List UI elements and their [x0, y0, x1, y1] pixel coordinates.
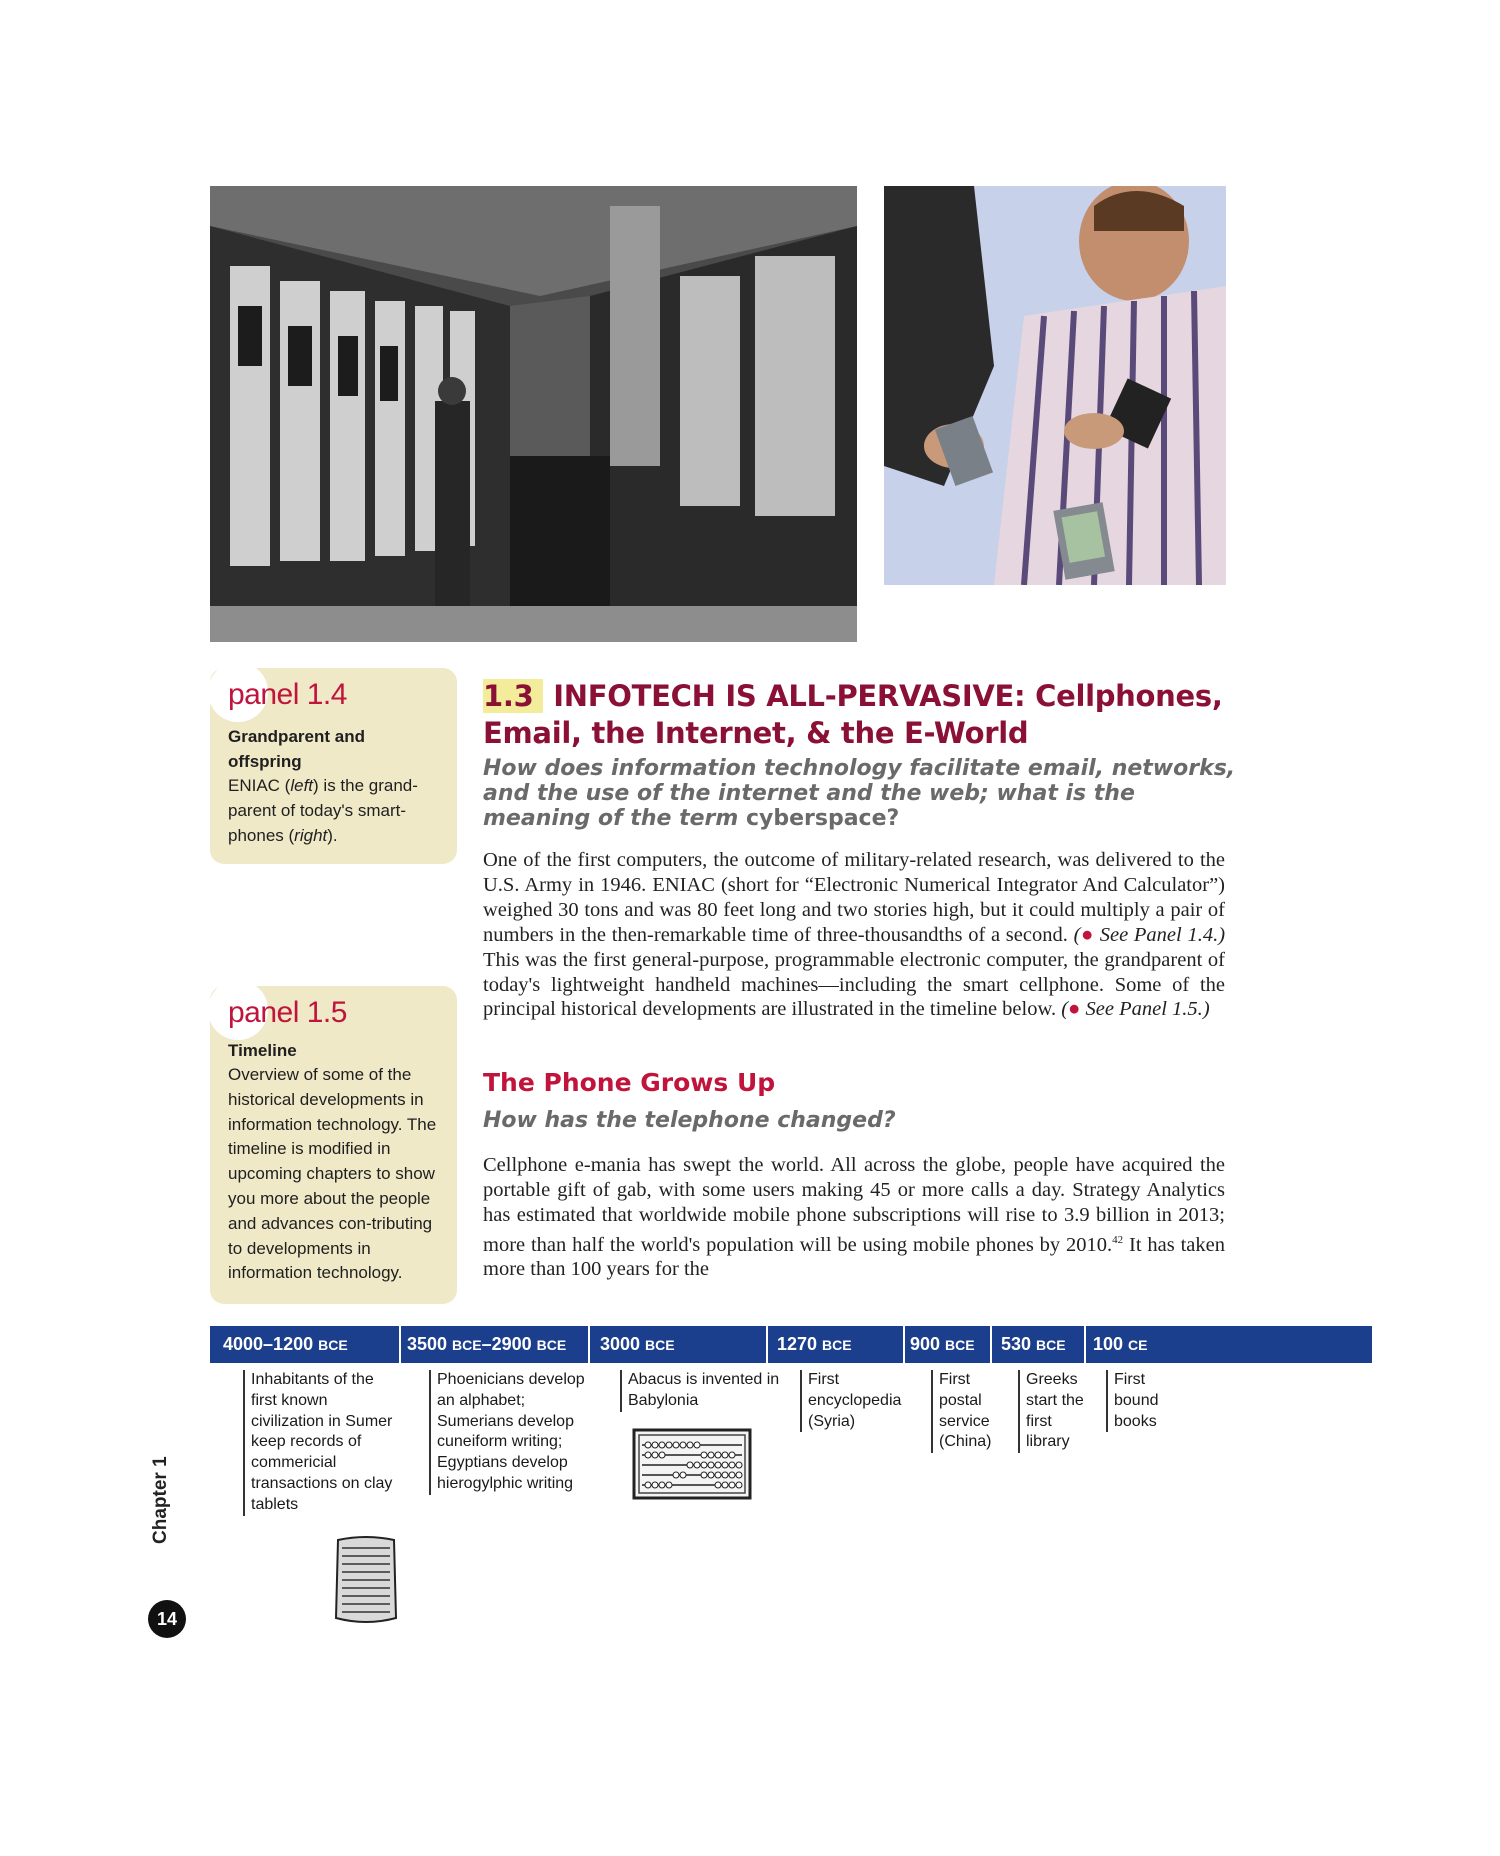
timeline-date: 530 BCE: [1001, 1334, 1066, 1354]
timeline-entry: Phoenicians develop an alphabet; Sumerians develop cuneiform writing; Egyptians develop hierogylphic writing: [429, 1370, 599, 1495]
section-number: 1.3: [483, 679, 543, 713]
timeline-date: 3000 BCE: [600, 1334, 675, 1354]
panel-1-5-heading: Timeline: [228, 1041, 297, 1060]
section-heading: [483, 678, 1243, 752]
timeline-entry: First bound books: [1106, 1370, 1176, 1432]
section-title: INFOTECH IS ALL-PERVASIVE: Cellphones, Email, the Internet, & the E-World: [483, 679, 1223, 750]
timeline-entry: Abacus is invented in Babylonia: [620, 1370, 780, 1412]
subsection-question: How has the telephone changed?: [483, 1108, 896, 1133]
subsection-heading: The Phone Grows Up: [483, 1068, 776, 1097]
panel-1-4-heading: Grandparent and offspring: [228, 727, 365, 771]
panel-1-5-reference: See Panel 1.5.: [1085, 998, 1203, 1021]
timeline-date: 3500 BCE–2900 BCE: [407, 1334, 567, 1354]
panel-1-4-reference: See Panel 1.4.: [1099, 923, 1219, 946]
timeline-separator: [766, 1326, 768, 1363]
panel-1-4-caption: ENIAC (left) is the grand-parent of today's smart-phones (right).: [228, 776, 418, 845]
smartphones-photo: [884, 186, 1226, 585]
timeline-entry: Greeks start the first library: [1018, 1370, 1090, 1453]
section-question: How does information technology facilitate email, networks, and the use of the internet and the web; what is the meaning of the term cyberspace?: [483, 756, 1236, 831]
timeline-date: 900 BCE: [910, 1334, 975, 1354]
panel-1-5-sidebar: [210, 986, 457, 1304]
footnote-marker: 42: [1112, 1233, 1124, 1246]
timeline-entry: First postal service (China): [931, 1370, 1005, 1453]
panel-1-4-sidebar: [210, 668, 457, 864]
timeline-date: 1270 BCE: [777, 1334, 852, 1354]
timeline-separator: [990, 1326, 992, 1363]
panel-1-4-label: panel 1.4: [228, 678, 347, 711]
timeline-separator: [588, 1326, 590, 1363]
panel-1-5-caption: Overview of some of the historical developments in information technology. The timeline is modified in upcoming chapters to show you more about the people and advances con-tributing to developments in information technology.: [228, 1065, 437, 1283]
clay-tablet-illustration: [332, 1536, 400, 1629]
eniac-photo: [210, 186, 857, 642]
timeline-separator: [903, 1326, 905, 1363]
panel-1-5-label: panel 1.5: [228, 996, 347, 1029]
timeline-separator: [399, 1326, 401, 1363]
timeline-separator: [1084, 1326, 1086, 1363]
abacus-illustration: [632, 1428, 752, 1505]
subsection-paragraph: Cellphone e-mania has swept the world. All across the globe, people have acquired the portable gift of gab, with some users making 45 or more calls a day. Strategy Analytics has estimated that worldwide mobile phone subscriptions will rise to 3.9 billion in 2013; more than half the world's population will be using mobile phones by 2010.42 It has taken more than 100 years for the: [483, 1154, 1225, 1281]
timeline-date: 100 CE: [1093, 1334, 1148, 1354]
timeline-entry: First encyclopedia (Syria): [800, 1370, 910, 1432]
timeline-entry: Inhabitants of the first known civilization in Sumer keep records of commericial transactions on clay tablets: [243, 1370, 403, 1516]
section-paragraph: One of the first computers, the outcome of military-related research, was delivered to the U.S. Army in 1946. ENIAC (short for “Electronic Numerical Integrator And Calculator”) weighed 30 tons and was 80 feet long and two stories high, but it could multiply a pair of numbers in the then-remarkable time of three-thousandths of a second. (● See Panel 1.4.) This was the first general-purpose, programmable electronic computer, the grandparent of today's lightweight handheld machines—including the smart cellphone. Some of the principal historical developments are illustrated in the timeline below. (● See Panel 1.5.): [483, 849, 1226, 1021]
timeline-date: 4000–1200 BCE: [223, 1334, 348, 1354]
chapter-label: Chapter 1: [150, 1456, 171, 1544]
page-number: 14: [148, 1600, 186, 1638]
